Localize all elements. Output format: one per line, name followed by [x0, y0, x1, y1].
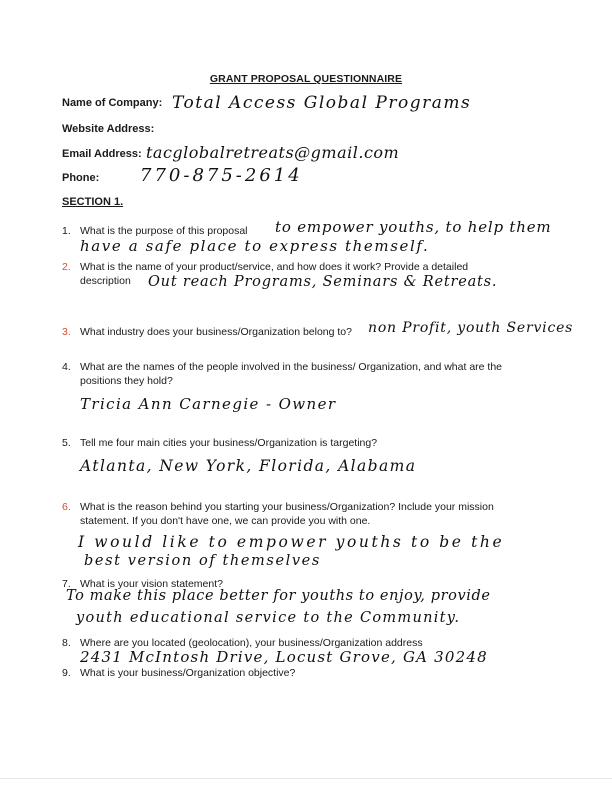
answer-2: Out reach Programs, Seminars & Retreats. — [148, 274, 498, 290]
answer-3: non Profit, youth Services — [368, 320, 574, 336]
email-value: tacglobalretreats@gmail.com — [146, 143, 400, 162]
answer-7-line-2: youth educational service to the Community. — [76, 610, 461, 626]
answer-8: 2431 McIntosh Drive, Locust Grove, GA 30248 — [80, 648, 488, 666]
phone-label: Phone: — [62, 172, 100, 184]
section-heading: SECTION 1. — [62, 196, 124, 208]
question-6: 6. What is the reason behind you starting your business/Organization? Include your mission statement. If you don't have one, we can provide you with one. — [62, 501, 494, 527]
question-5: 5. Tell me four main cities your business/Organization is targeting? — [62, 437, 378, 449]
phone-value: 770-875-2614 — [140, 165, 303, 186]
answer-7-line-1: To make this place better for youths to enjoy, provide — [66, 588, 491, 604]
question-1: 1. What is the purpose of this proposal — [62, 225, 248, 237]
answer-1-line-1: to empower youths, to help them — [275, 218, 552, 236]
answer-6-line-2: best version of themselves — [84, 553, 321, 569]
email-label: Email Address: — [62, 148, 142, 160]
question-8: 8. Where are you located (geolocation), your business/Organization address — [62, 637, 423, 649]
answer-5: Atlanta, New York, Florida, Alabama — [80, 457, 417, 475]
page-title: GRANT PROPOSAL QUESTIONNAIRE — [209, 73, 403, 85]
question-4: 4. What are the names of the people involved in the business/ Organization, and what are the positions they hold? — [62, 361, 503, 387]
question-9: 9. What is your business/Organization objective? — [62, 667, 296, 679]
answer-1-line-2: have a safe place to express themself. — [80, 237, 430, 255]
question-7: 7. What is your vision statement? — [62, 578, 223, 590]
website-label: Website Address: — [62, 123, 155, 135]
question-3: 3. What industry does your business/Organization belong to? — [62, 326, 352, 338]
question-2: 2. What is the name of your product/service, and how does it work? Provide a detailed description — [62, 261, 469, 287]
answer-6-line-1: I would like to empower youths to be the — [78, 533, 505, 551]
company-value: Total Access Global Programs — [172, 93, 472, 113]
answer-4: Tricia Ann Carnegie - Owner — [80, 395, 337, 413]
page-bottom-edge — [0, 778, 612, 779]
company-label: Name of Company: — [62, 97, 163, 109]
